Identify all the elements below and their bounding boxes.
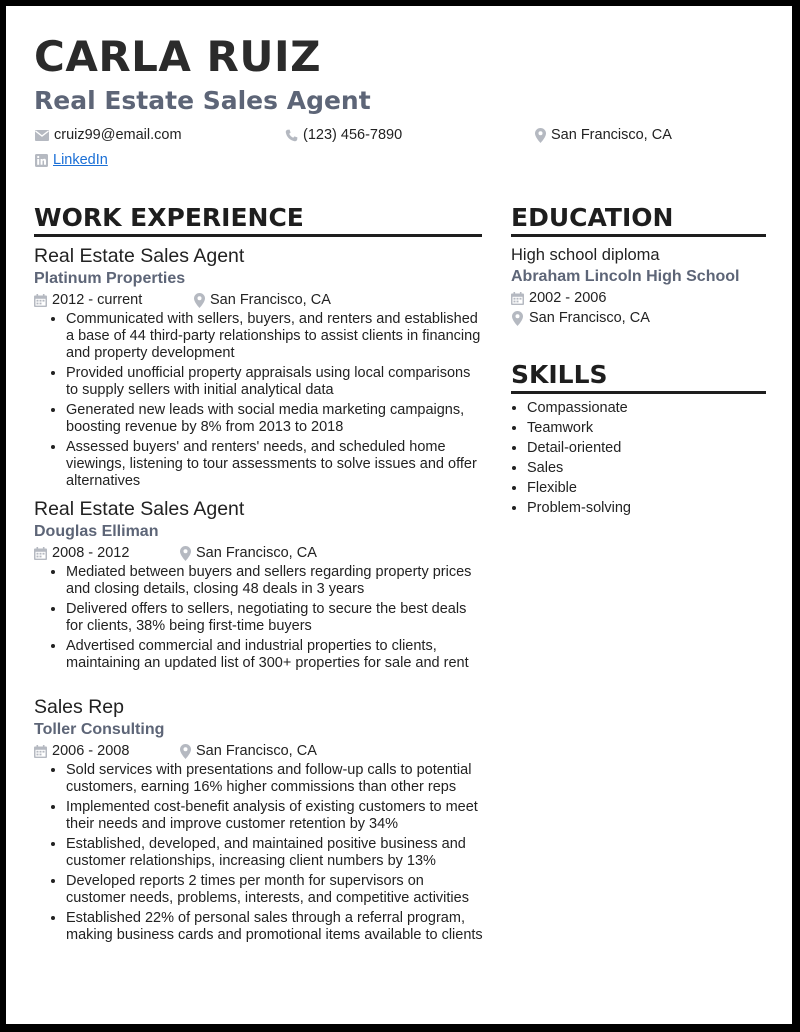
skill-item: • Compassionate [527,398,782,418]
education-dates [511,288,766,308]
job-entry [34,695,486,947]
job-dates [34,545,180,561]
skills-heading: SKILLS [511,360,608,389]
phone-text: (123) 456-7890 [303,127,403,143]
job-entry [34,497,486,675]
job-bullet: • Advertised commercial and industrial properties to clients, maintaining an updated list of 300+ properties for sale and rent [66,638,486,672]
education-dates-text: 2002 - 2006 [529,290,607,306]
candidate-title: Real Estate Sales Agent [34,86,371,115]
job-dates [34,292,194,308]
job-location-text: San Francisco, CA [196,743,317,759]
linkedin-icon [35,154,48,167]
job-bullet: • Implemented cost-benefit analysis of existing customers to meet their needs and improve customer retention by 34% [66,799,486,833]
job-company: Toller Consulting [34,721,165,738]
skills-divider [511,391,766,394]
job-bullet: • Assessed buyers' and renters' needs, and scheduled home viewings, listening to tour assessments to solve issues and offer alternatives [66,439,486,490]
calendar-icon [34,294,47,307]
job-bullet: • Sold services with presentations and follow-up calls to potential customers, earning 16% higher commissions than other reps [66,762,486,796]
job-bullet: • Established, developed, and maintained positive business and customer relationships, increasing client numbers by 13% [66,836,486,870]
job-bullet: • Provided unofficial property appraisals using local comparisons to supply sellers with initial analytical data [66,365,486,399]
map-pin-icon [194,293,205,308]
map-pin-icon [180,546,191,561]
contact-phone [285,128,402,143]
work-experience-heading: WORK EXPERIENCE [34,203,304,232]
job-title: Sales Rep [34,696,124,718]
map-pin-icon [180,744,191,759]
calendar-icon [511,292,524,305]
job-dates-text: 2012 - current [52,292,143,308]
resume-page [6,6,792,1024]
calendar-icon [34,547,47,560]
linkedin-link[interactable]: LinkedIn [53,152,108,168]
job-title: Real Estate Sales Agent [34,498,245,520]
skill-item: • Teamwork [527,418,782,438]
job-bullets [34,762,486,944]
job-bullets [34,564,486,672]
education-entry [511,244,766,328]
education-school: Abraham Lincoln High School [511,268,740,285]
job-dates-text: 2006 - 2008 [52,743,130,759]
contact-email [35,128,182,143]
contact-linkedin [35,153,108,168]
skill-item: • Detail-oriented [527,438,782,458]
job-location-text: San Francisco, CA [196,545,317,561]
job-meta [34,290,486,310]
education-heading: EDUCATION [511,203,674,232]
phone-icon [285,129,298,142]
job-location [180,743,317,759]
job-entry [34,244,486,493]
work-experience-divider [34,234,482,237]
candidate-name: CARLA RUIZ [34,32,322,81]
job-meta [34,741,486,761]
skills-list [511,398,782,518]
job-company: Platinum Properties [34,270,186,287]
education-degree: High school diploma [511,246,660,264]
job-meta [34,543,486,563]
map-pin-icon [512,311,523,326]
job-dates [34,743,180,759]
job-bullets [34,311,486,490]
map-pin-icon [535,128,546,143]
envelope-icon [35,130,49,141]
job-company: Douglas Elliman [34,523,159,540]
job-location-text: San Francisco, CA [210,292,331,308]
job-bullet: • Mediated between buyers and sellers regarding property prices and closing details, closing 48 deals in 3 years [66,564,486,598]
skill-item: • Sales [527,458,782,478]
job-location [194,292,331,308]
email-text: cruiz99@email.com [54,127,182,143]
education-divider [511,234,766,237]
education-location-text: San Francisco, CA [529,310,650,326]
education-location [511,308,766,328]
job-location [180,545,317,561]
skill-item: • Problem-solving [527,498,782,518]
job-bullet: • Communicated with sellers, buyers, and renters and established a base of 44 third-party relationships to assist clients in financing and property development [66,311,486,362]
job-bullet: • Developed reports 2 times per month for supervisors on customer needs, problems, interests, and competitive activities [66,873,486,907]
job-title: Real Estate Sales Agent [34,245,245,267]
skill-item: • Flexible [527,478,782,498]
job-bullet: • Established 22% of personal sales through a referral program, making business cards and promotional items available to clients [66,910,486,944]
job-bullet: • Delivered offers to sellers, negotiating to secure the best deals for clients, 38% being first-time buyers [66,601,486,635]
location-text: San Francisco, CA [551,127,672,144]
job-dates-text: 2008 - 2012 [52,545,130,561]
calendar-icon [34,745,47,758]
job-bullet: • Generated new leads with social media marketing campaigns, boosting revenue by 8% from 2013 to 2018 [66,402,486,436]
contact-location [535,128,672,143]
